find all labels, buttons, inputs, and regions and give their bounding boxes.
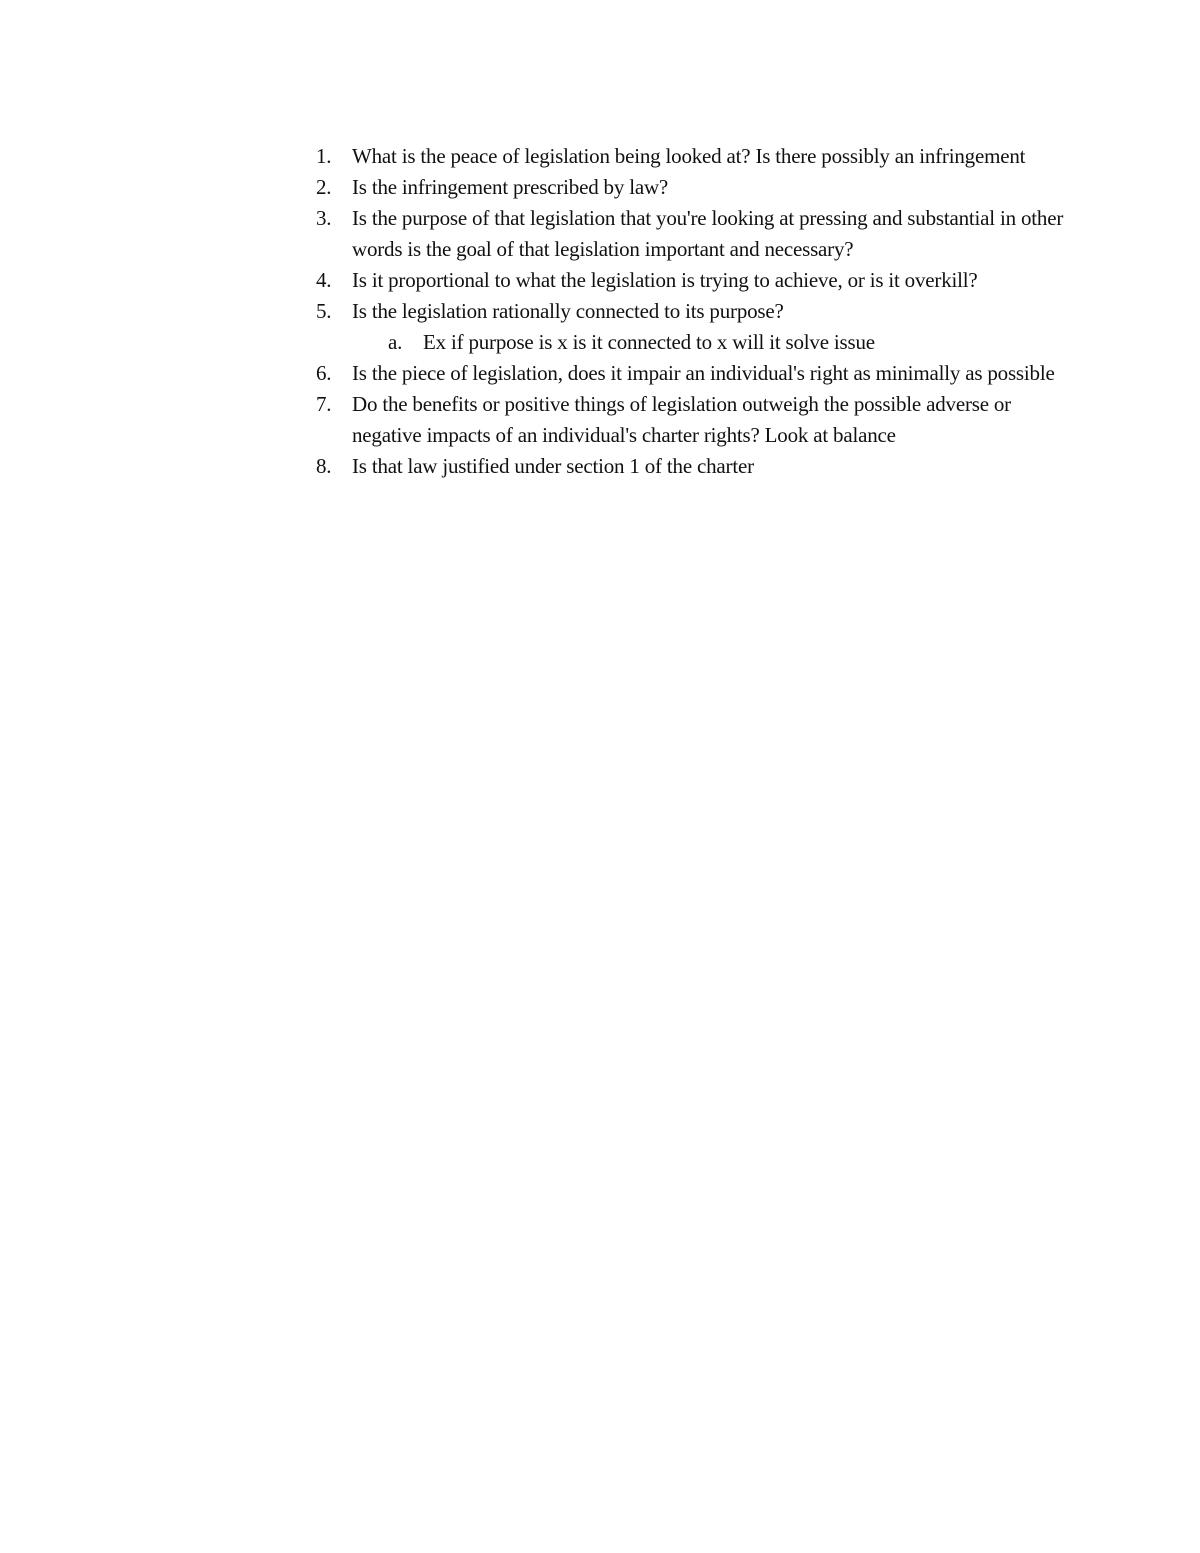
list-item-3 (316, 203, 1076, 265)
list-item-7 (316, 389, 1076, 451)
list-number: 8. (316, 454, 332, 478)
list-text: Is the purpose of that legislation that you're looking at pressing and substantial in other words is the goal of that legislation important and necessary? (352, 206, 1064, 261)
list-text: Is the piece of legislation, does it impair an individual's right as minimally as possible (352, 361, 1055, 385)
list-number: 6. (316, 361, 332, 385)
numbered-list (316, 141, 1076, 482)
list-number: 3. (316, 206, 332, 230)
list-text: Is that law justified under section 1 of the charter (352, 454, 754, 478)
list-item-2 (316, 172, 1076, 203)
list-text: Is the legislation rationally connected to its purpose? (352, 299, 784, 323)
sub-list-item-a (316, 327, 1076, 358)
list-item-4 (316, 265, 1076, 296)
list-item-6 (316, 358, 1076, 389)
list-text: What is the peace of legislation being looked at? Is there possibly an infringement (352, 144, 1026, 168)
list-item-5 (316, 296, 1076, 327)
list-number: 5. (316, 299, 332, 323)
list-number: 2. (316, 175, 332, 199)
sub-list-text: Ex if purpose is x is it connected to x will it solve issue (423, 330, 875, 354)
list-text: Is it proportional to what the legislation is trying to achieve, or is it overkill? (352, 268, 978, 292)
list-item-8 (316, 451, 1076, 482)
list-text: Do the benefits or positive things of legislation outweigh the possible adverse or negative impacts of an individual's charter rights? Look at balance (352, 392, 1011, 447)
list-number: 4. (316, 268, 332, 292)
list-number: 7. (316, 392, 332, 416)
list-text: Is the infringement prescribed by law? (352, 175, 669, 199)
list-number: 1. (316, 144, 332, 168)
list-item-1 (316, 141, 1076, 172)
sub-list-letter: a. (388, 330, 403, 354)
